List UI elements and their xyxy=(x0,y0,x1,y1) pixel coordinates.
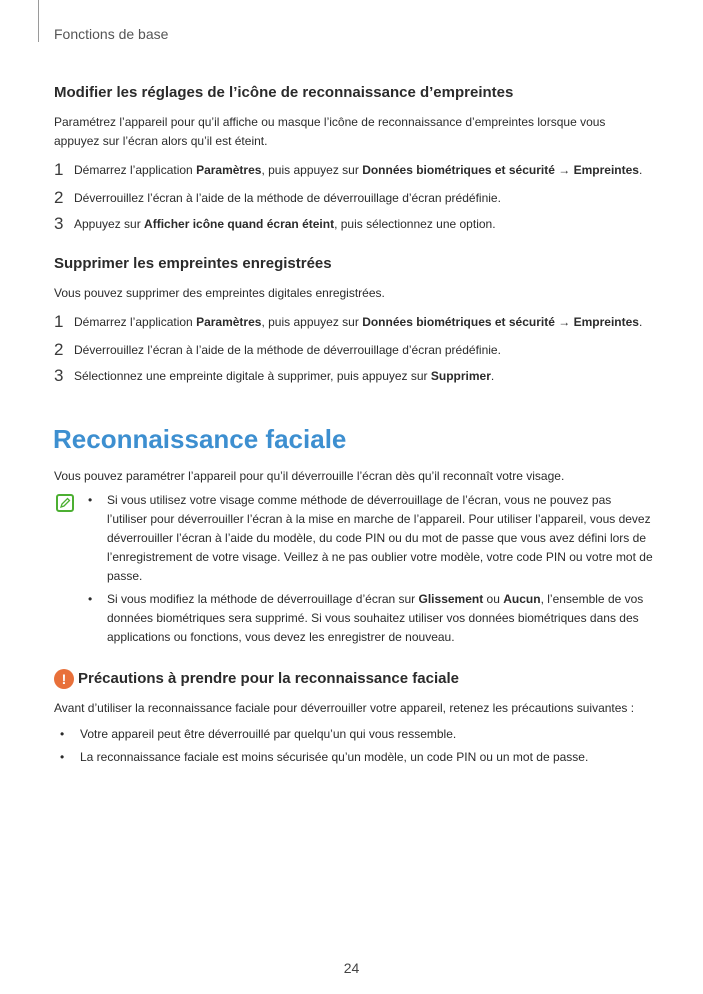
header-section-title: Fonctions de base xyxy=(54,26,169,42)
step: 2 Déverrouillez l’écran à l’aide de la méthode de déverrouillage d’écran prédéfinie. xyxy=(54,188,501,207)
step: 3 Sélectionnez une empreinte digitale à supprimer, puis appuyez sur Supprimer. xyxy=(54,366,495,385)
step: 2 Déverrouillez l’écran à l’aide de la méthode de déverrouillage d’écran prédéfinie. xyxy=(54,340,501,359)
note-item: • Si vous utilisez votre visage comme méthode de déverrouillage de l’écran, vous ne pouvez pas l’utiliser pour déverrouiller l’écran à la mise en marche de l’appareil. Pour utiliser l’appareil, vous devez déverrouiller l’écran à l’aide du modèle, du code PIN ou du mot de passe que vous avez défini lors de l’enregistrement de votre visage. Veillez à ne pas oublier votre modèle, votre code PIN ou votre mot de passe. xyxy=(88,493,653,583)
section-intro: Paramétrez l’appareil pour qu’il affiche ou masque l’icône de reconnaissance d’empreintes lorsque vous appuyez sur l’écran alors qu’il est éteint. xyxy=(54,115,606,148)
bullet: • xyxy=(88,493,93,507)
section-title-fingerprint-icon: Modifier les réglages de l’icône de reconnaissance d’empreintes xyxy=(54,84,514,101)
warning-exclamation-icon: ! xyxy=(54,669,74,689)
bullet: • xyxy=(60,727,65,741)
step-number: 2 xyxy=(54,340,64,359)
step: 1 Démarrez l’application Paramètres, puis appuyez sur Données biométriques et sécurité → Empreintes. xyxy=(54,312,643,331)
step: 3 Appuyez sur Afficher icône quand écran éteint, puis sélectionnez une option. xyxy=(54,214,496,233)
list-item: • Votre appareil peut être déverrouillé par quelqu’un qui vous ressemble. xyxy=(60,725,660,744)
header-rule xyxy=(38,0,39,42)
section-intro: Vous pouvez paramétrer l’appareil pour qu’il déverrouille l’écran dès qu’il reconnaît votre visage. xyxy=(54,469,565,483)
step-number: 1 xyxy=(54,312,64,331)
section-intro: Vous pouvez supprimer des empreintes digitales enregistrées. xyxy=(54,286,385,300)
page-number: 24 xyxy=(343,960,360,976)
step: 1 Démarrez l’application Paramètres, puis appuyez sur Données biométriques et sécurité → Empreintes. xyxy=(54,160,643,179)
step-number: 3 xyxy=(54,214,64,233)
step-number: 1 xyxy=(54,160,64,179)
bullet: • xyxy=(88,592,93,606)
section-title-precautions: Précautions à prendre pour la reconnaissance faciale xyxy=(78,670,459,687)
section-intro: Avant d’utiliser la reconnaissance faciale pour déverrouiller votre appareil, retenez les précautions suivantes : xyxy=(54,701,635,715)
note-item: • Si vous modifiez la méthode de déverrouillage d’écran sur Glissement ou Aucun, l’ensemble de vos données biométriques sera supprimé. Si vous souhaitez utiliser vos données biométriques dans des applications ou fonctions, vous devez les enregistrer de nouveau. xyxy=(88,592,644,644)
chapter-title-face-recognition: Reconnaissance faciale xyxy=(53,424,347,454)
step-number: 3 xyxy=(54,366,64,385)
section-title-delete-fingerprints: Supprimer les empreintes enregistrées xyxy=(54,255,332,272)
step-number: 2 xyxy=(54,188,64,207)
note-pencil-icon xyxy=(56,494,74,512)
list-item: • La reconnaissance faciale est moins sécurisée qu’un modèle, un code PIN ou un mot de passe. xyxy=(60,748,660,767)
bullet: • xyxy=(60,750,65,764)
